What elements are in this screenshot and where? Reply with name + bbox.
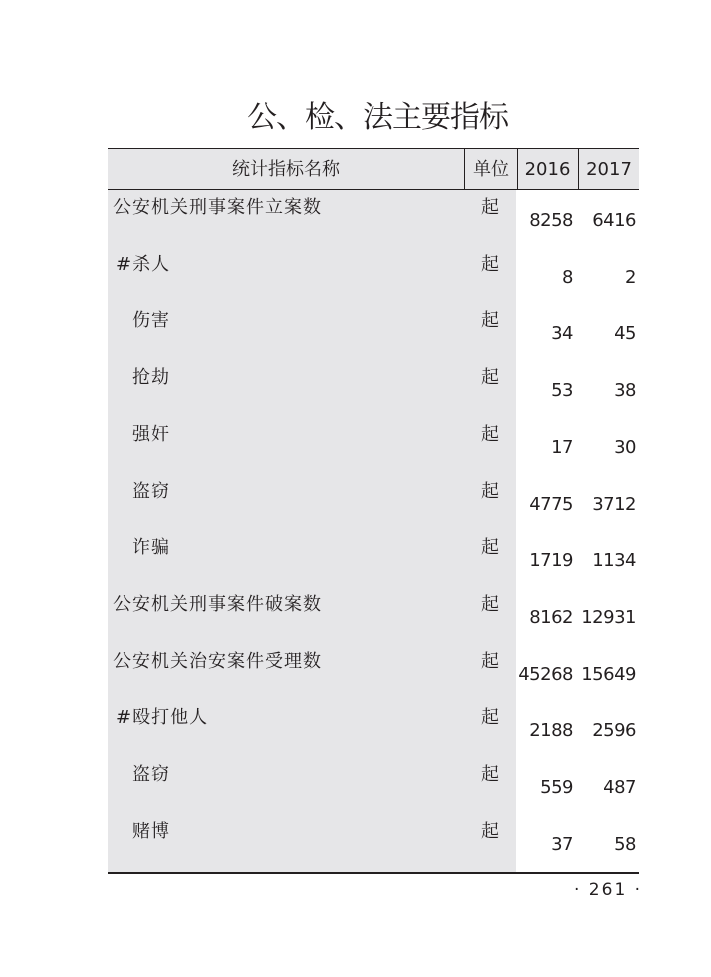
row-value-2017: 58: [614, 833, 636, 855]
row-value-2017: 487: [603, 777, 636, 798]
table-row: [108, 418, 639, 475]
row-value-2016: 8162: [529, 606, 573, 628]
row-unit: 起: [481, 480, 499, 502]
row-unit: 起: [481, 423, 499, 445]
row-indicator-name: 公安机关刑事案件立案数: [113, 197, 322, 218]
table-row: [108, 475, 639, 532]
table-row: [108, 701, 639, 758]
row-value-2016: 8: [562, 266, 573, 288]
row-value-2017: 15649: [581, 663, 636, 685]
row-unit: 起: [481, 197, 499, 218]
row-indicator-name: 盗窃: [132, 480, 170, 502]
table-row: [108, 815, 639, 872]
row-indicator-name: 伤害: [132, 310, 170, 332]
row-value-2017: 30: [614, 436, 636, 458]
row-unit: 起: [481, 764, 499, 785]
row-unit: 起: [481, 707, 499, 729]
row-unit: 起: [481, 310, 499, 332]
row-value-2016: 1719: [529, 550, 573, 572]
header-year-2017: 2017: [586, 159, 632, 180]
row-value-2017: 45: [614, 323, 636, 345]
row-unit: 起: [481, 650, 499, 672]
header-year-2016: 2016: [517, 149, 579, 189]
row-unit: 起: [481, 253, 499, 275]
page-number: · 261 ·: [574, 880, 643, 900]
table-row: [108, 758, 639, 815]
row-value-2016: 34: [551, 323, 573, 345]
row-value-2017: 6416: [592, 210, 636, 231]
table-row: [108, 248, 639, 305]
row-indicator-name: 强奸: [132, 423, 170, 445]
row-indicator-name: 抢劫: [132, 367, 170, 389]
row-unit: 起: [481, 820, 499, 842]
row-value-2017: 38: [614, 380, 636, 402]
row-unit: 起: [481, 367, 499, 389]
table-row: [108, 645, 639, 702]
table-body: [108, 190, 639, 874]
row-indicator-name: #殴打他人: [116, 707, 209, 729]
row-value-2016: 37: [551, 833, 573, 855]
row-value-2016: 17: [551, 436, 573, 458]
row-value-2016: 2188: [529, 720, 573, 742]
row-indicator-name: 公安机关治安案件受理数: [113, 650, 322, 672]
table-header: [108, 148, 639, 190]
row-value-2017: 2596: [592, 720, 636, 742]
row-value-2017: 2: [625, 266, 636, 288]
table-row: [108, 304, 639, 361]
row-value-2016: 53: [551, 380, 573, 402]
table-row: [108, 588, 639, 645]
row-indicator-name: 公安机关刑事案件破案数: [113, 593, 322, 615]
row-indicator-name: #杀人: [116, 253, 171, 275]
row-value-2016: 4775: [529, 493, 573, 515]
header-unit: 单位: [464, 149, 518, 189]
row-unit: 起: [481, 537, 499, 559]
row-indicator-name: 诈骗: [132, 537, 170, 559]
row-value-2016: 8258: [529, 210, 573, 231]
table-row: [108, 191, 639, 248]
row-value-2016: 559: [540, 777, 573, 798]
stats-table: [108, 148, 639, 874]
row-value-2017: 1134: [592, 550, 636, 572]
row-value-2017: 12931: [581, 606, 636, 628]
row-unit: 起: [481, 593, 499, 615]
row-value-2017: 3712: [592, 493, 636, 515]
row-indicator-name: 盗窃: [132, 764, 170, 785]
table-row: [108, 361, 639, 418]
table-row: [108, 531, 639, 588]
row-indicator-name: 赌博: [132, 820, 170, 842]
header-indicator-name: 统计指标名称: [232, 159, 340, 180]
row-value-2016: 45268: [518, 663, 573, 685]
page-title: 公、检、法主要指标: [247, 100, 508, 135]
